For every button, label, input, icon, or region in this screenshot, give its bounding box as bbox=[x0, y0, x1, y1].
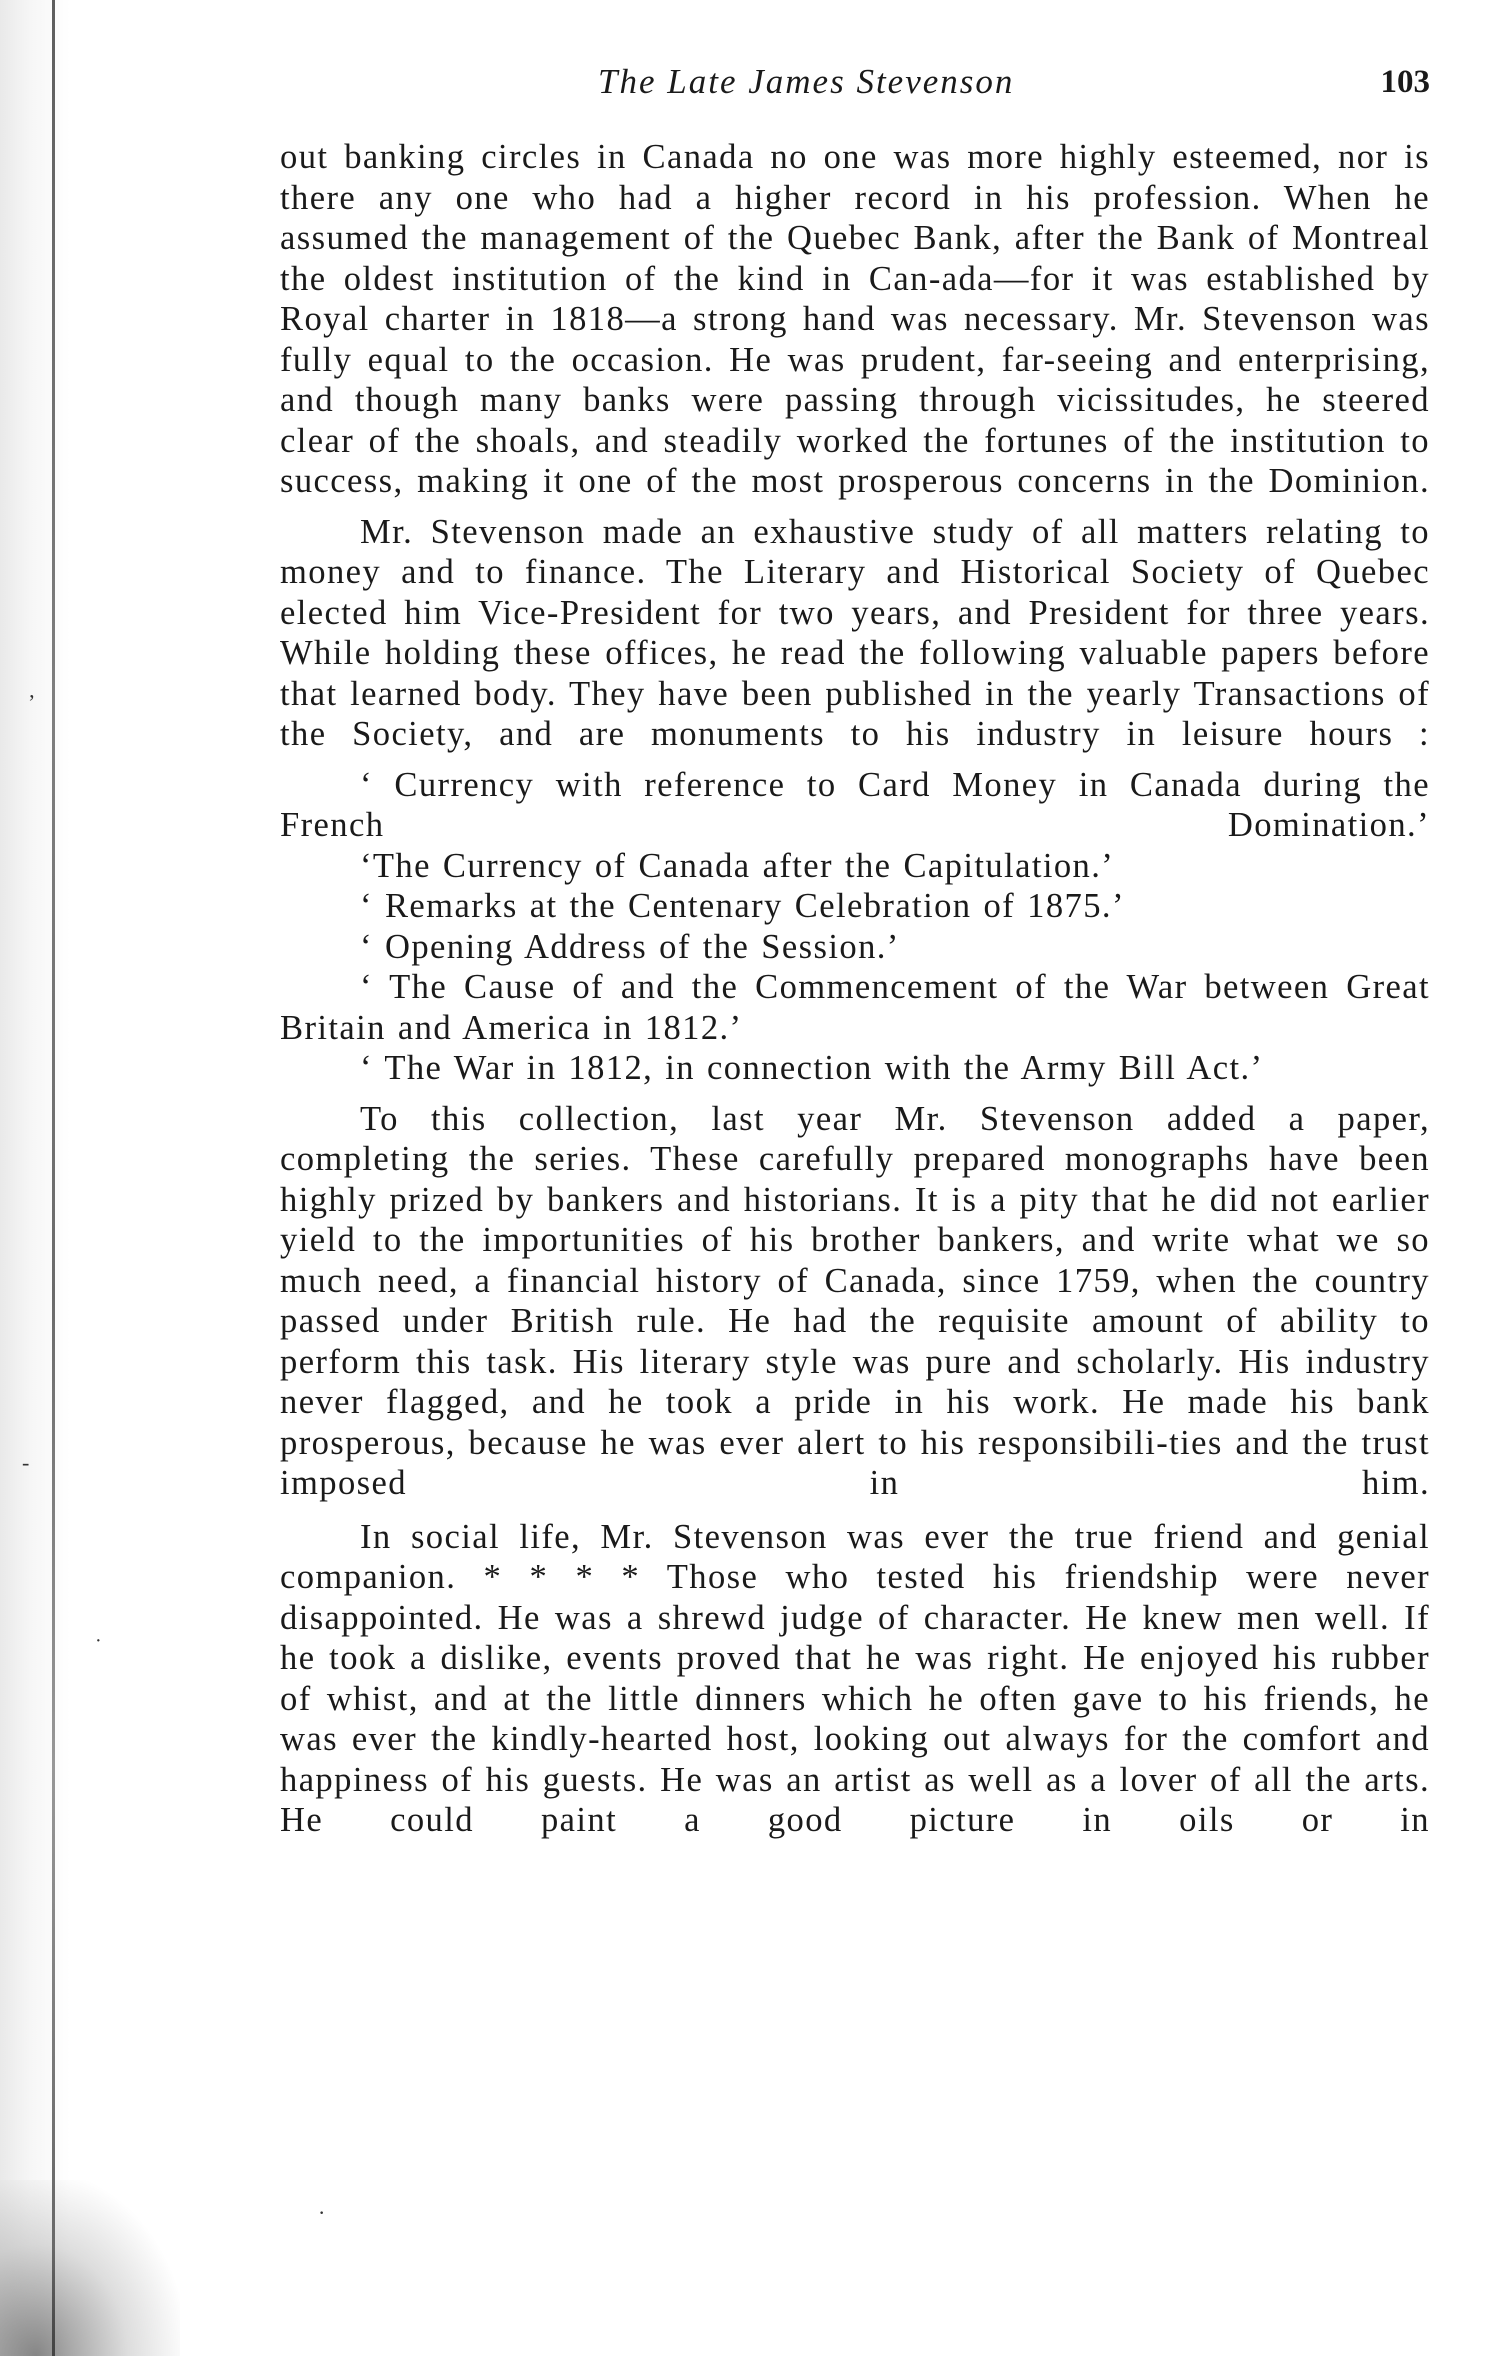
paper-title-card-money: ‘ Currency with reference to Card Money in Canada during the French Domination.’ bbox=[280, 765, 1430, 844]
paragraph-literary-society: Mr. Stevenson made an exhaustive study of all matters relating to money and to finance. The Literary and Historical Society of Quebec elected him Vice-President for two years, and President for three years. While holding these offices, he read the following valuable papers before that learned body. They have been published in the yearly Transactions of the Society, and are monuments to his industry in leisure hours : bbox=[280, 512, 1430, 753]
margin-speck: - bbox=[22, 1450, 30, 1475]
paper-title-war-cause: ‘ The Cause of and the Commencement of the War between Great Britain and America in 1812.’ bbox=[280, 968, 1430, 1047]
page-header bbox=[280, 62, 1430, 112]
paper-title-army-bill: ‘ The War in 1812, in connection with the Army Bill Act.’ bbox=[360, 1049, 1264, 1087]
margin-speck: · bbox=[95, 1630, 102, 1652]
scan-smudge bbox=[0, 2180, 180, 2356]
paragraph-social-life: In social life, Mr. Stevenson was ever the true friend and genial companion. * * * * Those who tested his friendship were never disappointed. He was a shrewd judge of character. He knew men well. If he took a dislike, events proved that he was right. He enjoyed his rubber of whist, and at the little dinners which he often gave to his friends, he was ever the kindly-hearted host, looking out always for the comfort and happiness of his guests. He was an artist as well as a lover of all the arts. He could paint a good picture in oils or in bbox=[280, 1517, 1430, 1839]
paragraph-collection: To this collection, last year Mr. Stevenson added a paper, completing the series. These carefully prepared monographs have been highly prized by bankers and historians. It is a pity that he did not earlier yield to the importunities of his brother bankers, and write what we so much need, a financial history of Canada, since 1759, when the country passed under British rule. He had the requisite amount of ability to perform this task. His literary style was pure and scholarly. His industry never flagged, and he took a pride in his work. He made his bank prosperous, because he was ever alert to his responsibili-ties and the trust imposed in him. bbox=[280, 1099, 1430, 1502]
binding-edge bbox=[52, 0, 55, 2356]
paper-title-opening-address: ‘ Opening Address of the Session.’ bbox=[360, 927, 900, 966]
page-body bbox=[280, 137, 1430, 1841]
binding-shadow bbox=[0, 0, 70, 2356]
margin-speck: ʼ bbox=[28, 690, 36, 715]
running-title: The Late James Stevenson bbox=[598, 62, 1015, 101]
margin-speck: · bbox=[318, 2200, 326, 2225]
paragraph-banking-career: out banking circles in Canada no one was more highly esteemed, nor is there any one who had a higher record in his profession. When he assumed the management of the Quebec Bank, after the Bank of Montreal the oldest institution of the kind in Can-ada—for it was established by Royal charter in 1818—a strong hand was necessary. Mr. Stevenson was fully equal to the occasion. He was prudent, far-seeing and enterprising, and though many banks were passing through vicissitudes, he steered clear of the shoals, and steadily worked the fortunes of the institution to success, making it one of the most prosperous concerns in the Dominion. bbox=[280, 138, 1430, 500]
page-number: 103 bbox=[1380, 64, 1430, 100]
paper-title-centenary-remarks: ‘ Remarks at the Centenary Celebration of 1875.’ bbox=[360, 887, 1125, 925]
paper-title-currency-capitulation: ‘The Currency of Canada after the Capitulation.’ bbox=[360, 846, 1115, 885]
